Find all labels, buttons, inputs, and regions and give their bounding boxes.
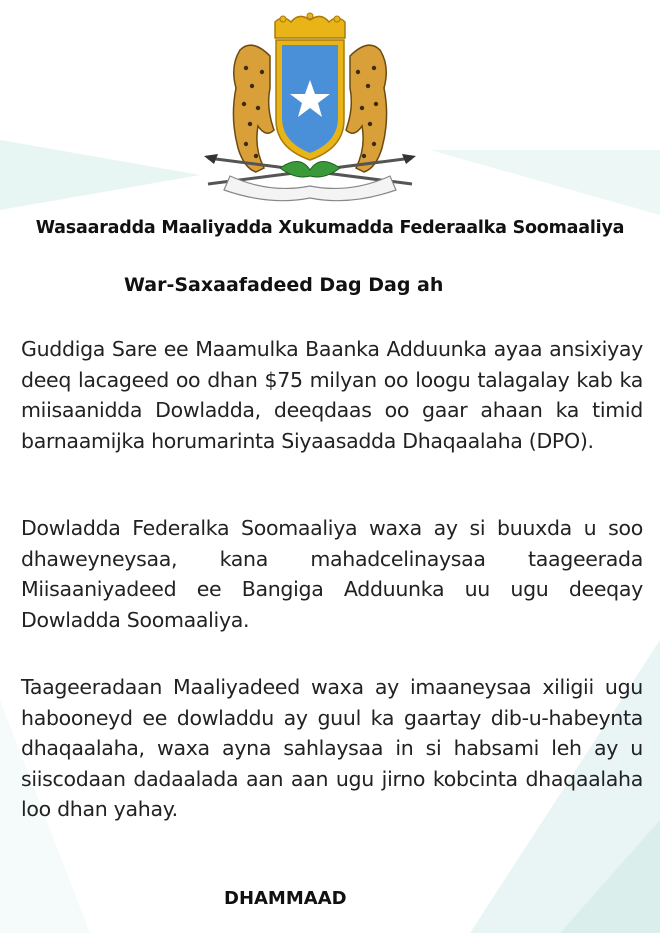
paragraph-3: Taageeradaan Maaliyadeed waxa ay imaaneysaa xiligii ugu habooneyd ee dowladdu ay guul ka gaartay dib-u-habeynta dhaqaalaha, waxa ayna sahlaysaa in si habsami leh ay u siiscodaan dadaalada aan aan ugu jirno kobcinta dhaqaalaha loo dhan yahay. bbox=[21, 675, 643, 821]
paragraph-1: Guddiga Sare ee Maamulka Baanka Adduunka ayaa ansixiyay deeq lacageed oo dhan $75 milyan oo loogu talagalay kab ka miisaanidda Dowladda, deeqdaas oo gaar ahaan ka timid barnaamijka horumarinta Siyaasadda Dhaqaalaha (DPO). bbox=[21, 337, 643, 453]
closing-word: DHAMMAAD bbox=[224, 888, 347, 909]
somalia-coat-of-arms-icon bbox=[200, 8, 420, 203]
paragraph-2: Dowladda Federalka Soomaaliya waxa ay si buuxda u soo dhaweyneysaa, kana mahadcelinaysaa taageerada Miisaaniyadeed ee Bangiga Adduunka uu ugu deeqay Dowladda Soomaaliya. bbox=[21, 516, 643, 632]
press-release-headline: War-Saxaafadeed Dag Dag ah bbox=[124, 274, 444, 296]
ministry-title: Wasaaradda Maaliyadda Xukumadda Federaalka Soomaaliya bbox=[35, 218, 625, 238]
